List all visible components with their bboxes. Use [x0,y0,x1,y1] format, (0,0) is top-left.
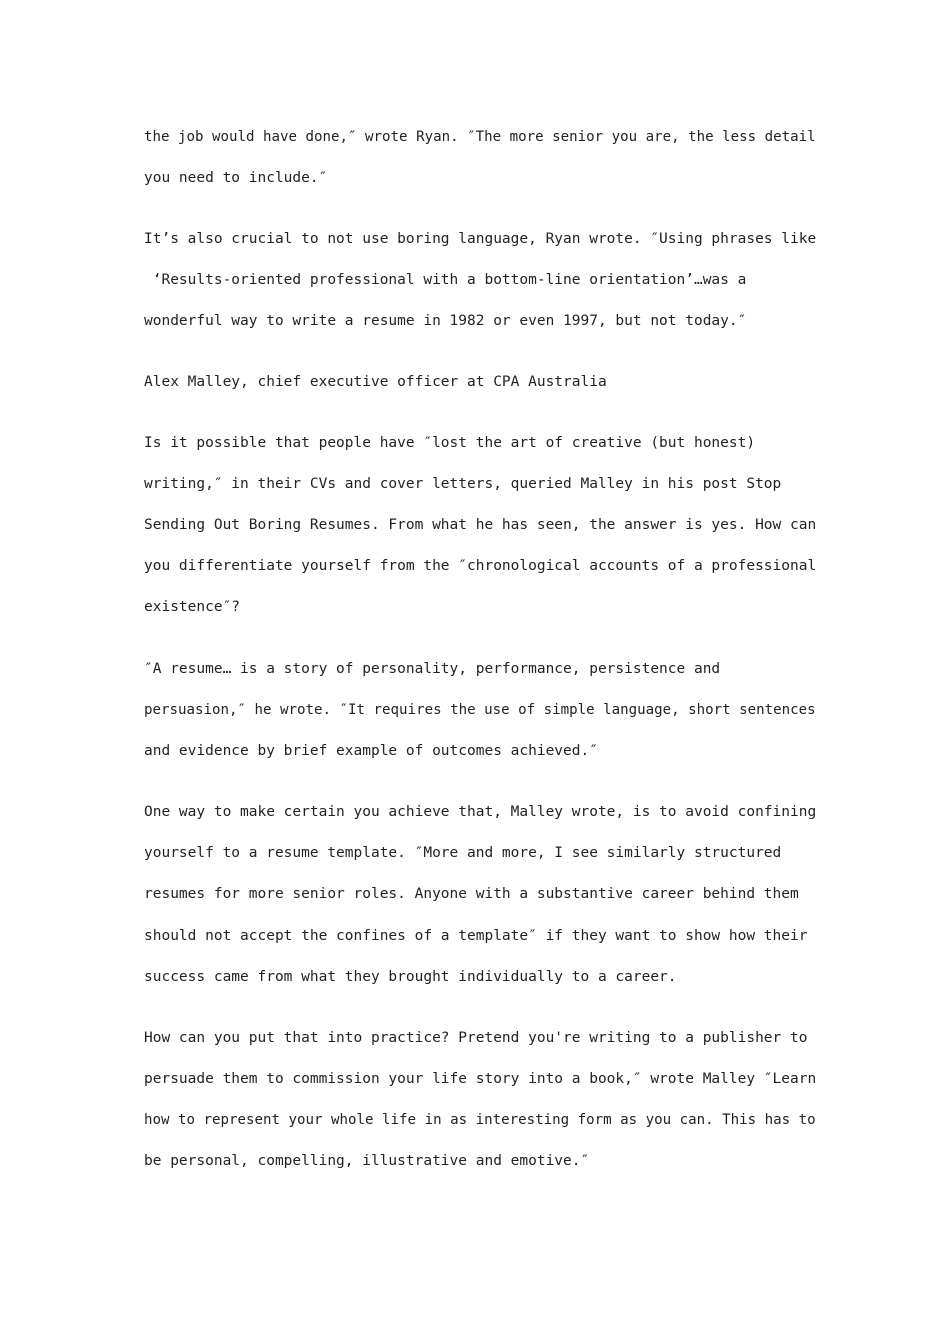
text-line: Alex Malley, chief executive officer at CPA Australia [144,374,607,390]
text-line: success came from what they brought individually to a career. [144,969,677,985]
text-line: persuasion,″ he wrote. ″It requires the use of simple language, short sentences [144,702,816,718]
text-line: you need to include.″ [144,170,328,186]
text-line: persuade them to commission your life story into a book,″ wrote Malley ″Learn [144,1071,817,1087]
text-line: ″A resume… is a story of personality, performance, persistence and [144,661,721,677]
text-line: existence″? [144,599,241,615]
text-line: It’s also crucial to not use boring language, Ryan wrote. ″Using phrases like [144,231,817,247]
text-line: the job would have done,″ wrote Ryan. ″The more senior you are, the less detail [144,129,816,145]
text-line: How can you put that into practice? Pretend you're writing to a publisher to [144,1030,808,1046]
text-line: be personal, compelling, illustrative and emotive.″ [144,1153,590,1169]
text-line: yourself to a resume template. ″More and more, I see similarly structured [144,845,782,861]
text-line: Sending Out Boring Resumes. From what he has seen, the answer is yes. How can [144,517,817,533]
text-line: writing,″ in their CVs and cover letters, queried Malley in his post Stop [144,476,782,492]
text-line: and evidence by brief example of outcomes achieved.″ [144,743,598,759]
text-line: should not accept the confines of a template″ if they want to show how their [144,928,808,944]
text-line: Is it possible that people have ″lost the art of creative (but honest) [144,435,756,451]
text-line: ‘Results-oriented professional with a bottom-line orientation’…was a [144,272,747,288]
text-line: resumes for more senior roles. Anyone with a substantive career behind them [144,886,799,902]
text-line: you differentiate yourself from the ″chronological accounts of a professional [144,558,817,574]
text-line: how to represent your whole life in as interesting form as you can. This has to [144,1112,816,1128]
text-line: One way to make certain you achieve that, Malley wrote, is to avoid confining [144,804,817,820]
text-line: wonderful way to write a resume in 1982 or even 1997, but not today.″ [144,313,747,329]
